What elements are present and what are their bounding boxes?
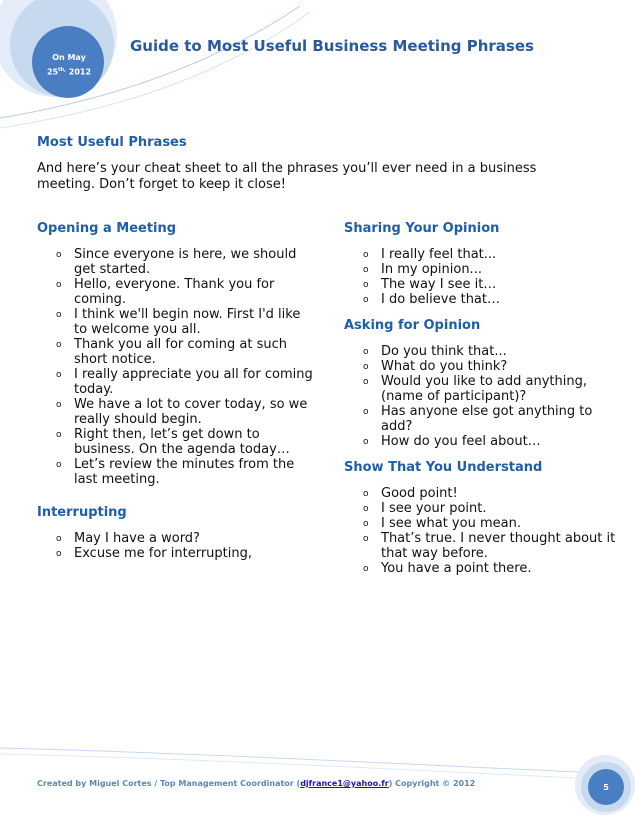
list-item: o What do you think? (363, 359, 508, 374)
list-item: o Let’s review the minutes from the last meeting. (56, 457, 295, 487)
bullet-icon: o (363, 564, 369, 574)
list-item: o Do you think that... (363, 344, 507, 359)
list-item: o We have a lot to cover today, so we really should begin. (56, 397, 308, 427)
date-line2 (38, 64, 100, 79)
left-column (37, 221, 317, 561)
bullet-icon: o (56, 400, 62, 410)
list-item: o I really feel that... (363, 247, 497, 262)
date-badge (38, 52, 100, 79)
list-item: o Since everyone is here, we should get started. (56, 247, 297, 277)
page-number: 5 (603, 783, 609, 792)
list-item: o Hello, everyone. Thank you for coming. (56, 277, 275, 307)
bullet-icon: o (363, 265, 369, 275)
list-item: o In my opinion... (363, 262, 482, 277)
section-heading-understand: Show That You Understand (344, 460, 543, 475)
section-heading-opening: Opening a Meeting (37, 221, 177, 236)
intro-paragraph: And here’s your cheat sheet to all the phrases you’ll ever need in a business meeting. Don’t forget to keep it close! (37, 161, 537, 192)
list-item: o That’s true. I never thought about it that way before. (363, 531, 616, 561)
bullet-icon: o (56, 549, 62, 559)
sharing-list (344, 247, 619, 307)
bullet-icon: o (56, 370, 62, 380)
date-day: 25 (46, 67, 59, 77)
section-heading-sharing: Sharing Your Opinion (344, 221, 500, 236)
bullet-icon: o (363, 489, 369, 499)
list-item: o I do believe that… (363, 292, 500, 307)
bullet-icon: o (56, 340, 62, 350)
bullet-icon: o (363, 437, 369, 447)
bullet-icon: o (363, 362, 369, 372)
section-heading-asking: Asking for Opinion (344, 318, 481, 333)
bullet-icon: o (363, 504, 369, 514)
bullet-icon: o (56, 310, 62, 320)
bullet-icon: o (363, 534, 369, 544)
footer-email-link[interactable]: djfrance1@yahoo.fr (300, 779, 389, 788)
list-item: o Thank you all for coming at such short notice. (56, 337, 287, 367)
bullet-icon: o (363, 295, 369, 305)
date-year: 2012 (68, 67, 92, 77)
understand-list (344, 486, 619, 576)
list-item: o Has anyone else got anything to add? (363, 404, 593, 434)
bullet-icon: o (56, 460, 62, 470)
list-item: o I think we'll begin now. First I'd like to welcome you all. (56, 307, 301, 337)
right-column (344, 221, 619, 576)
section-title: Most Useful Phrases (37, 135, 187, 150)
list-item: o The way I see it… (363, 277, 497, 292)
date-suffix: th, (58, 67, 66, 73)
bullet-icon: o (363, 280, 369, 290)
interrupting-list (37, 531, 317, 561)
bullet-icon: o (363, 250, 369, 260)
page-title: Guide to Most Useful Business Meeting Phrases (130, 37, 534, 55)
bullet-icon: o (363, 407, 369, 417)
bullet-icon: o (363, 519, 369, 529)
asking-list (344, 344, 619, 449)
opening-list (37, 247, 317, 487)
bullet-icon: o (363, 347, 369, 357)
list-item: o You have a point there. (363, 561, 532, 576)
list-item: o I really appreciate you all for coming today. (56, 367, 313, 397)
list-item: o I see what you mean. (363, 516, 521, 531)
bullet-icon: o (56, 534, 62, 544)
bullet-icon: o (56, 250, 62, 260)
list-item: o Right then, let’s get down to business. On the agenda today… (56, 427, 290, 457)
list-item: o I see your point. (363, 501, 487, 516)
bullet-icon: o (56, 280, 62, 290)
list-item: o Good point! (363, 486, 458, 501)
bullet-icon: o (56, 430, 62, 440)
bullet-icon: o (363, 377, 369, 387)
date-line1: On May (52, 53, 86, 62)
list-item: o Would you like to add anything, (name of participant)? (363, 374, 587, 404)
footer-credit: Created by Miguel Cortes / Top Management Coordinator (djfrance1@yahoo.fr) Copyright © 2012 (37, 779, 476, 788)
list-item: o Excuse me for interrupting, (56, 546, 253, 561)
list-item: o May I have a word? (56, 531, 200, 546)
section-heading-interrupting: Interrupting (37, 505, 127, 520)
list-item: o How do you feel about… (363, 434, 541, 449)
